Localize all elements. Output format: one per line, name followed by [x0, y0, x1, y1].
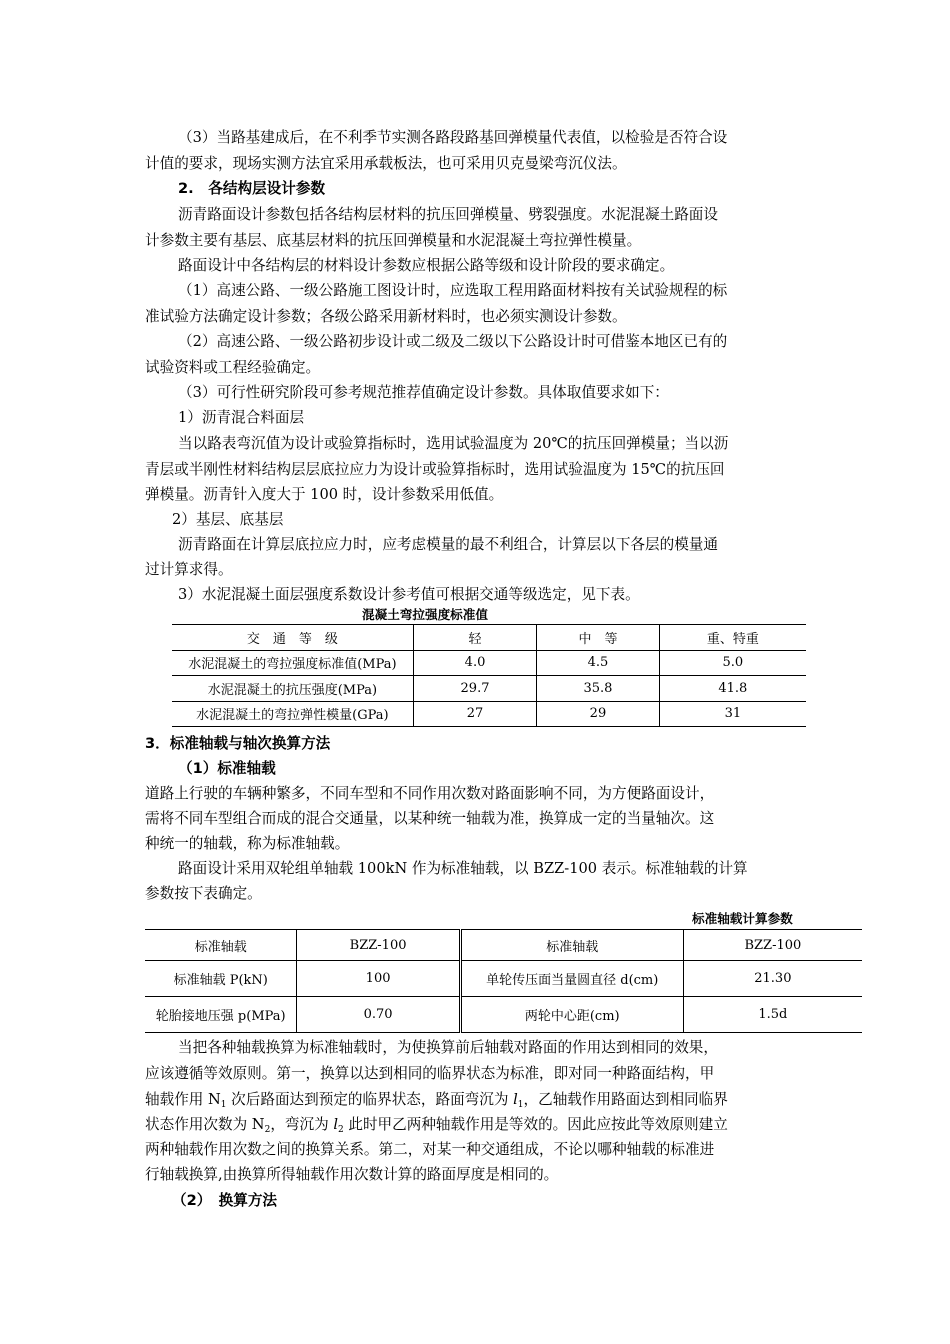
table-cell: 4.5 — [537, 650, 659, 676]
variable: l — [513, 1091, 518, 1108]
paragraph-line: 计值的要求，现场实测方法宜采用承载板法，也可采用贝克曼梁弯沉仪法。 — [145, 155, 627, 172]
paragraph-line: 准试验方法确定设计参数；各级公路采用新材料时，也必须实测设计参数。 — [145, 308, 627, 325]
table-cell: 水泥混凝土的弯拉强度标准值(MPa) — [172, 650, 413, 676]
table-header-cell: 重、特重 — [659, 625, 806, 651]
table-header-row — [145, 930, 862, 961]
text-run: 次后路面达到预定的临界状态，路面弯沉为 — [226, 1091, 514, 1108]
paragraph-line: 路面设计采用双轮组单轴载 100kN 作为标准轴载，以 BZZ-100 表示。标准轴载的计算 — [178, 860, 748, 877]
paragraph-line: 计参数主要有基层、底基层材料的抗压回弹模量和水泥混凝土弯拉弹性模量。 — [145, 232, 642, 249]
table-cell: 两轮中心距(cm) — [460, 997, 683, 1033]
paragraph-line: （3）可行性研究阶段可参考规范推荐值确定设计参数。具体取值要求如下： — [178, 384, 669, 401]
paragraph-line: 应该遵循等效原则。第一，换算以达到相同的临界状态为标准，即对同一种路面结构，甲 — [145, 1065, 715, 1082]
subheading: （2） 换算方法 — [172, 1192, 278, 1209]
paragraph-line: 道路上行驶的车辆种繁多，不同车型和不同作用次数对路面影响不同，为方便路面设计， — [145, 785, 715, 802]
subheading: （1）标准轴载 — [178, 760, 276, 777]
table-cell: 轮胎接地压强 p(MPa) — [145, 997, 297, 1033]
text-run: 轴载作用 N — [145, 1091, 221, 1108]
table-cell: 水泥混凝土的弯拉弹性模量(GPa) — [172, 701, 413, 727]
subheading: 1）沥青混合料面层 — [178, 409, 305, 426]
table-header-cell: 交 通 等 级 — [246, 631, 338, 647]
section-heading: 2. 各结构层设计参数 — [178, 180, 326, 197]
paragraph-line: （3）当路基建成后，在不利季节实测各路段路基回弹模量代表值，以检验是否符合设 — [178, 129, 728, 146]
table-header-cell: 中 等 — [537, 625, 659, 651]
paragraph-line: 需将不同车型组合而成的混合交通量，以某种统一轴载为准，换算成一定的当量轴次。这 — [145, 810, 715, 827]
table-row — [172, 701, 806, 727]
strength-table — [172, 624, 806, 727]
paragraph-line: 行轴载换算,由换算所得轴载作用次数计算的路面厚度是相同的。 — [145, 1166, 559, 1183]
table-row — [172, 650, 806, 676]
table-row — [145, 997, 862, 1033]
subscript: 2 — [338, 1125, 344, 1135]
table-cell: 41.8 — [659, 676, 806, 702]
table-cell: 1.5d — [683, 997, 862, 1033]
paragraph-line: （1）高速公路、一级公路施工图设计时，应选取工程用路面材料按有关试验规程的标 — [178, 282, 728, 299]
paragraph-line: 当把各种轴载换算为标准轴载时，为使换算前后轴载对路面的作用达到相同的效果， — [178, 1039, 718, 1056]
paragraph-line: 当以路表弯沉值为设计或验算指标时，选用试验温度为 20℃的抗压回弹模量；当以沥 — [178, 435, 729, 452]
table-cell: 29 — [537, 701, 659, 727]
table-cell: 4.0 — [413, 650, 536, 676]
table-header-cell: 标准轴载 — [460, 930, 683, 961]
paragraph-line: 路面设计中各结构层的材料设计参数应根据公路等级和设计阶段的要求确定。 — [178, 257, 675, 274]
paragraph-line: 过计算求得。 — [145, 561, 233, 578]
paragraph-line: 青层或半刚性材料结构层层底拉应力为设计或验算指标时，选用试验温度为 15℃的抗压回 — [145, 461, 725, 478]
table-header-row — [172, 625, 806, 651]
variable: l — [333, 1116, 338, 1133]
table-cell: 标准轴载 P(kN) — [145, 961, 297, 997]
paragraph-line: 试验资料或工程经验确定。 — [145, 359, 321, 376]
table-row — [172, 676, 806, 702]
paragraph-line: （2）高速公路、一级公路初步设计或二级及二级以下公路设计时可借鉴本地区已有的 — [178, 333, 728, 350]
subscript: 1 — [517, 1100, 524, 1110]
table-cell: 单轮传压面当量圆直径 d(cm) — [460, 961, 683, 997]
paragraph-line: 参数按下表确定。 — [145, 885, 262, 902]
table-cell: 0.70 — [297, 997, 460, 1033]
table-header-cell: BZZ-100 — [683, 930, 862, 961]
table-cell: 水泥混凝土的抗压强度(MPa) — [172, 676, 413, 702]
subscript: 1 — [220, 1100, 227, 1110]
table-header-cell: 标准轴载 — [194, 939, 247, 955]
paragraph-line: 沥青路面在计算层底拉应力时，应考虑模量的最不利组合，计算层以下各层的模量通 — [178, 536, 718, 553]
axle-load-table — [145, 929, 862, 1033]
table-cell: 100 — [297, 961, 460, 997]
paragraph-line: 两种轴载作用次数之间的换算关系。第二，对某一种交通组成，不论以哪种轴载的标准进 — [145, 1141, 715, 1158]
table-caption: 混凝土弯拉强度标准值 — [362, 607, 488, 622]
table-header-cell: 轻 — [413, 625, 536, 651]
paragraph-line: 种统一的轴载，称为标准轴载。 — [145, 835, 350, 852]
text-run: ，弯沉为 — [270, 1116, 334, 1133]
paragraph-line: 3）水泥混凝土面层强度系数设计参考值可根据交通等级选定，见下表。 — [178, 586, 640, 603]
text-run: ，乙轴载作用路面达到相同临界 — [523, 1091, 728, 1108]
table-cell: 5.0 — [659, 650, 806, 676]
text-run: 此时甲乙两种轴载作用是等效的。因此应按此等效原则建立 — [343, 1116, 728, 1133]
text-run: 状态作用次数为 N — [145, 1116, 265, 1133]
table-caption: 标准轴载计算参数 — [692, 911, 793, 926]
section-heading: 3．标准轴载与轴次换算方法 — [145, 735, 331, 752]
paragraph-line: 沥青路面设计参数包括各结构层材料的抗压回弹模量、劈裂强度。水泥混凝土路面设 — [178, 206, 718, 223]
table-cell: 35.8 — [537, 676, 659, 702]
table-cell: 21.30 — [683, 961, 862, 997]
paragraph-line: 弹模量。沥青针入度大于 100 时，设计参数采用低值。 — [145, 486, 504, 503]
subheading: 2）基层、底基层 — [172, 511, 284, 528]
table-cell: 29.7 — [413, 676, 536, 702]
table-header-cell: BZZ-100 — [297, 930, 460, 961]
table-cell: 31 — [659, 701, 806, 727]
table-row — [145, 961, 862, 997]
table-cell: 27 — [413, 701, 536, 727]
subscript: 2 — [264, 1125, 271, 1135]
